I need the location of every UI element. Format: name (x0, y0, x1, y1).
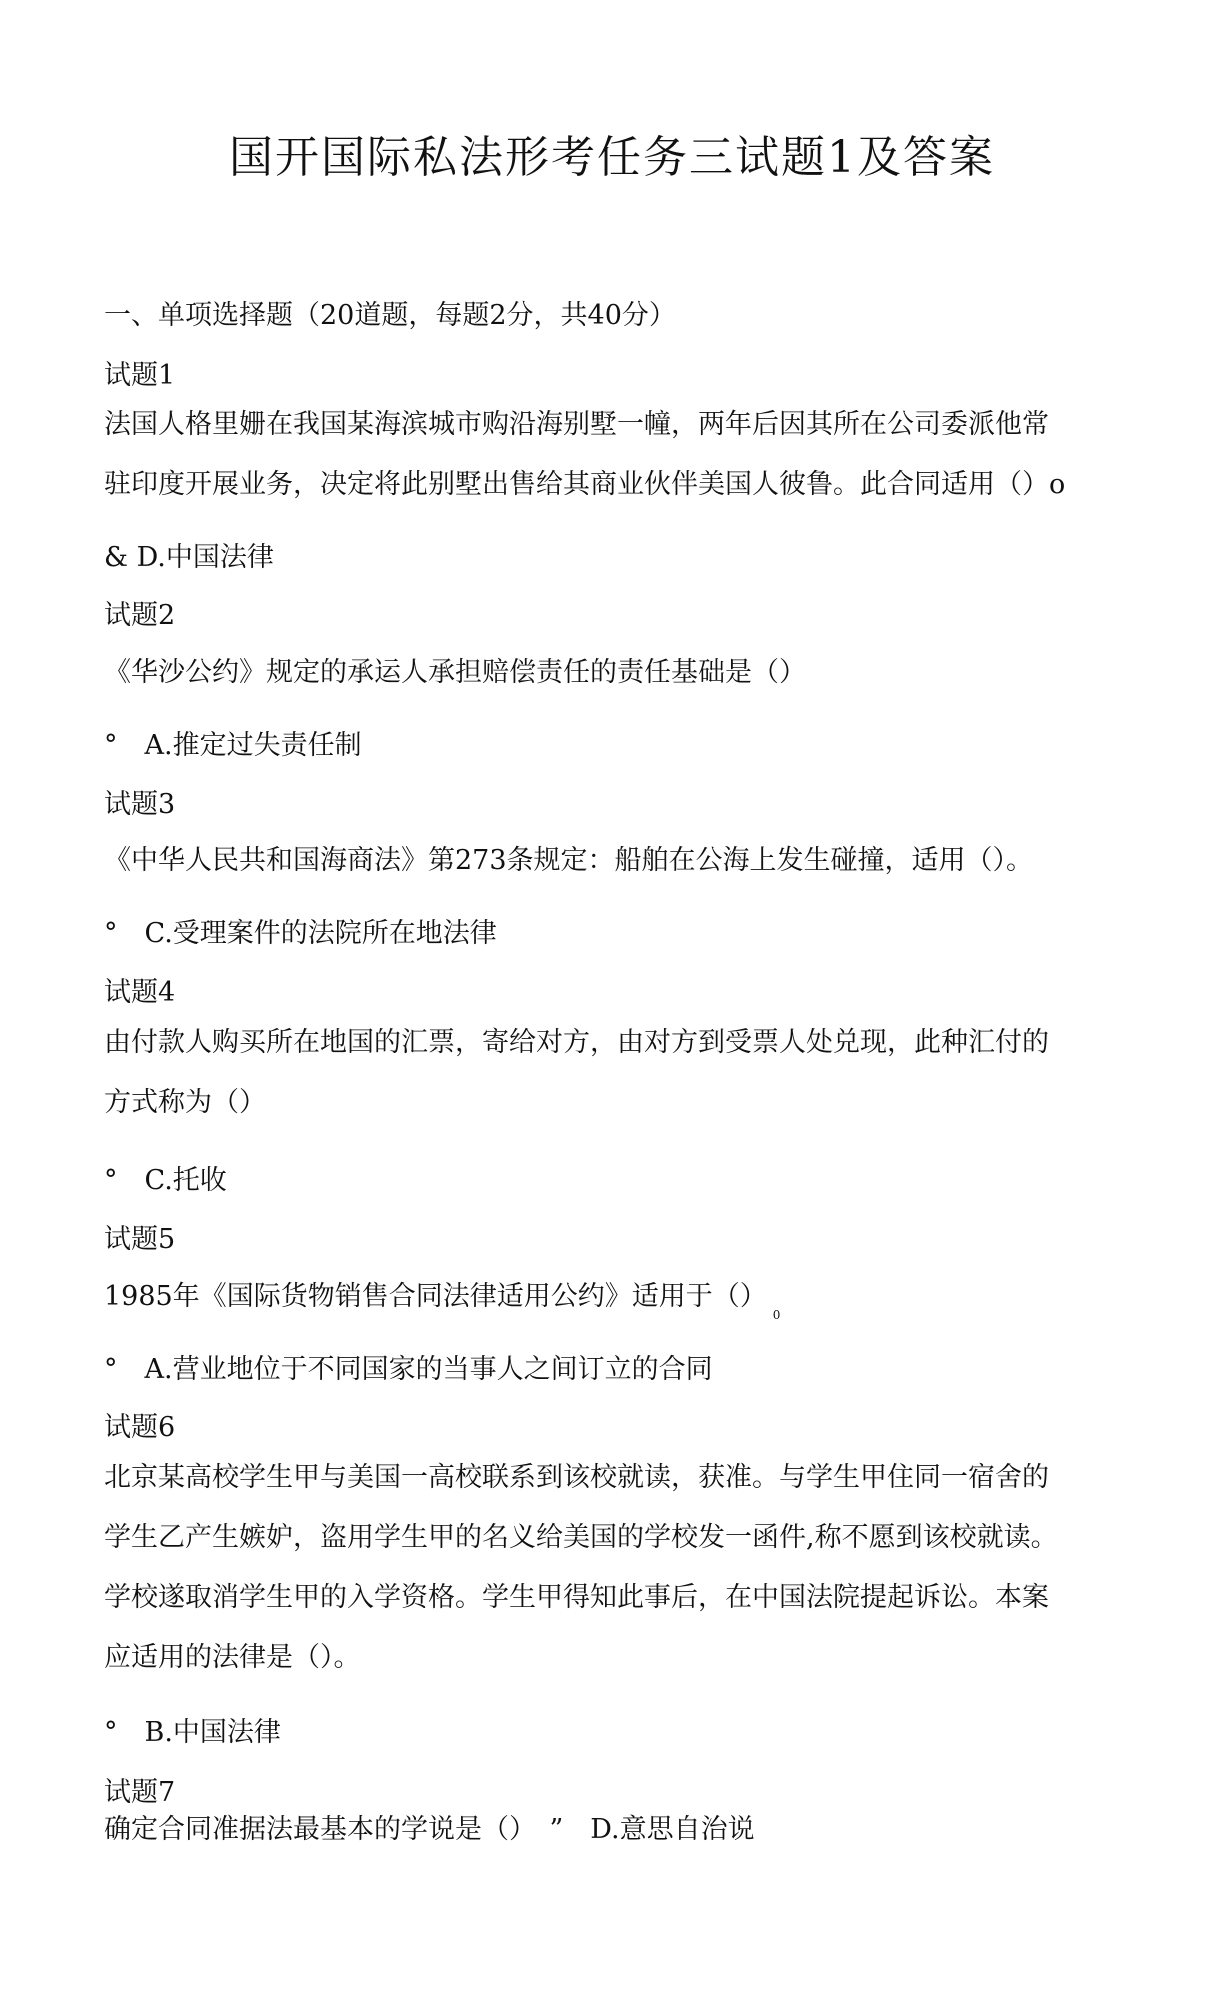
document-title: 国开国际私法形考任务三试题1及答案 (229, 132, 995, 183)
answer-4: ° C.托收 (104, 1165, 227, 1196)
question-text-line: 1985年《国际货物销售合同法律适用公约》适用于（） (104, 1281, 767, 1312)
question-label-1: 试题1 (104, 360, 176, 391)
question-text-1 (104, 395, 1124, 515)
question-text-line: 法国人格里姗在我国某海滨城市购沿海别墅一幢，两年后因其所在公司委派他常 (104, 409, 1049, 440)
question-label-7: 试题7 (104, 1777, 176, 1808)
question-text-5 (104, 1279, 780, 1333)
answer-6: ° B.中国法律 (104, 1717, 281, 1748)
question-text-line: 学校遂取消学生甲的入学资格。学生甲得知此事后，在中国法院提起诉讼。本案 (104, 1582, 1049, 1613)
question-text-line: 驻印度开展业务，决定将此别墅出售给其商业伙伴美国人彼鲁。此合同适用（）o (104, 469, 1066, 500)
question-text-line: 应适用的法律是（）。 (104, 1642, 361, 1673)
answer-2: ° A.推定过失责任制 (104, 730, 362, 761)
answer-1: & D.中国法律 (104, 542, 274, 573)
question-text-6 (104, 1448, 1124, 1688)
answer-5: ° A.营业地位于不同国家的当事人之间订立的合同 (104, 1354, 713, 1385)
question-label-3: 试题3 (104, 789, 176, 820)
question-text-line: 学生乙产生嫉妒，盗用学生甲的名义给美国的学校发一函件,称不愿到该校就读。 (104, 1522, 1058, 1553)
question-text-line: 方式称为（） (104, 1087, 266, 1118)
question-label-2: 试题2 (104, 600, 176, 631)
question-label-4: 试题4 (104, 977, 176, 1008)
question-label-6: 试题6 (104, 1412, 176, 1443)
section-heading: 一、单项选择题（20道题，每题2分，共40分） (104, 300, 676, 331)
answer-3: ° C.受理案件的法院所在地法律 (104, 918, 497, 949)
question-text-line: 由付款人购买所在地国的汇票，寄给对方，由对方到受票人处兑现，此种汇付的 (104, 1027, 1049, 1058)
question-text-3: 《中华人民共和国海商法》第273条规定：船舶在公海上发生碰撞，适用（）。 (104, 845, 1034, 876)
question-label-5: 试题5 (104, 1224, 176, 1255)
question-text-4 (104, 1013, 1124, 1133)
question-text-suffix: 0 (772, 1308, 781, 1322)
question-text-line: 北京某高校学生甲与美国一高校联系到该校就读，获准。与学生甲住同一宿舍的 (104, 1462, 1049, 1493)
question-text-2: 《华沙公约》规定的承运人承担赔偿责任的责任基础是（） (104, 657, 806, 688)
question-text-7: 确定合同准据法最基本的学说是（） ” D.意思自治说 (104, 1814, 755, 1845)
